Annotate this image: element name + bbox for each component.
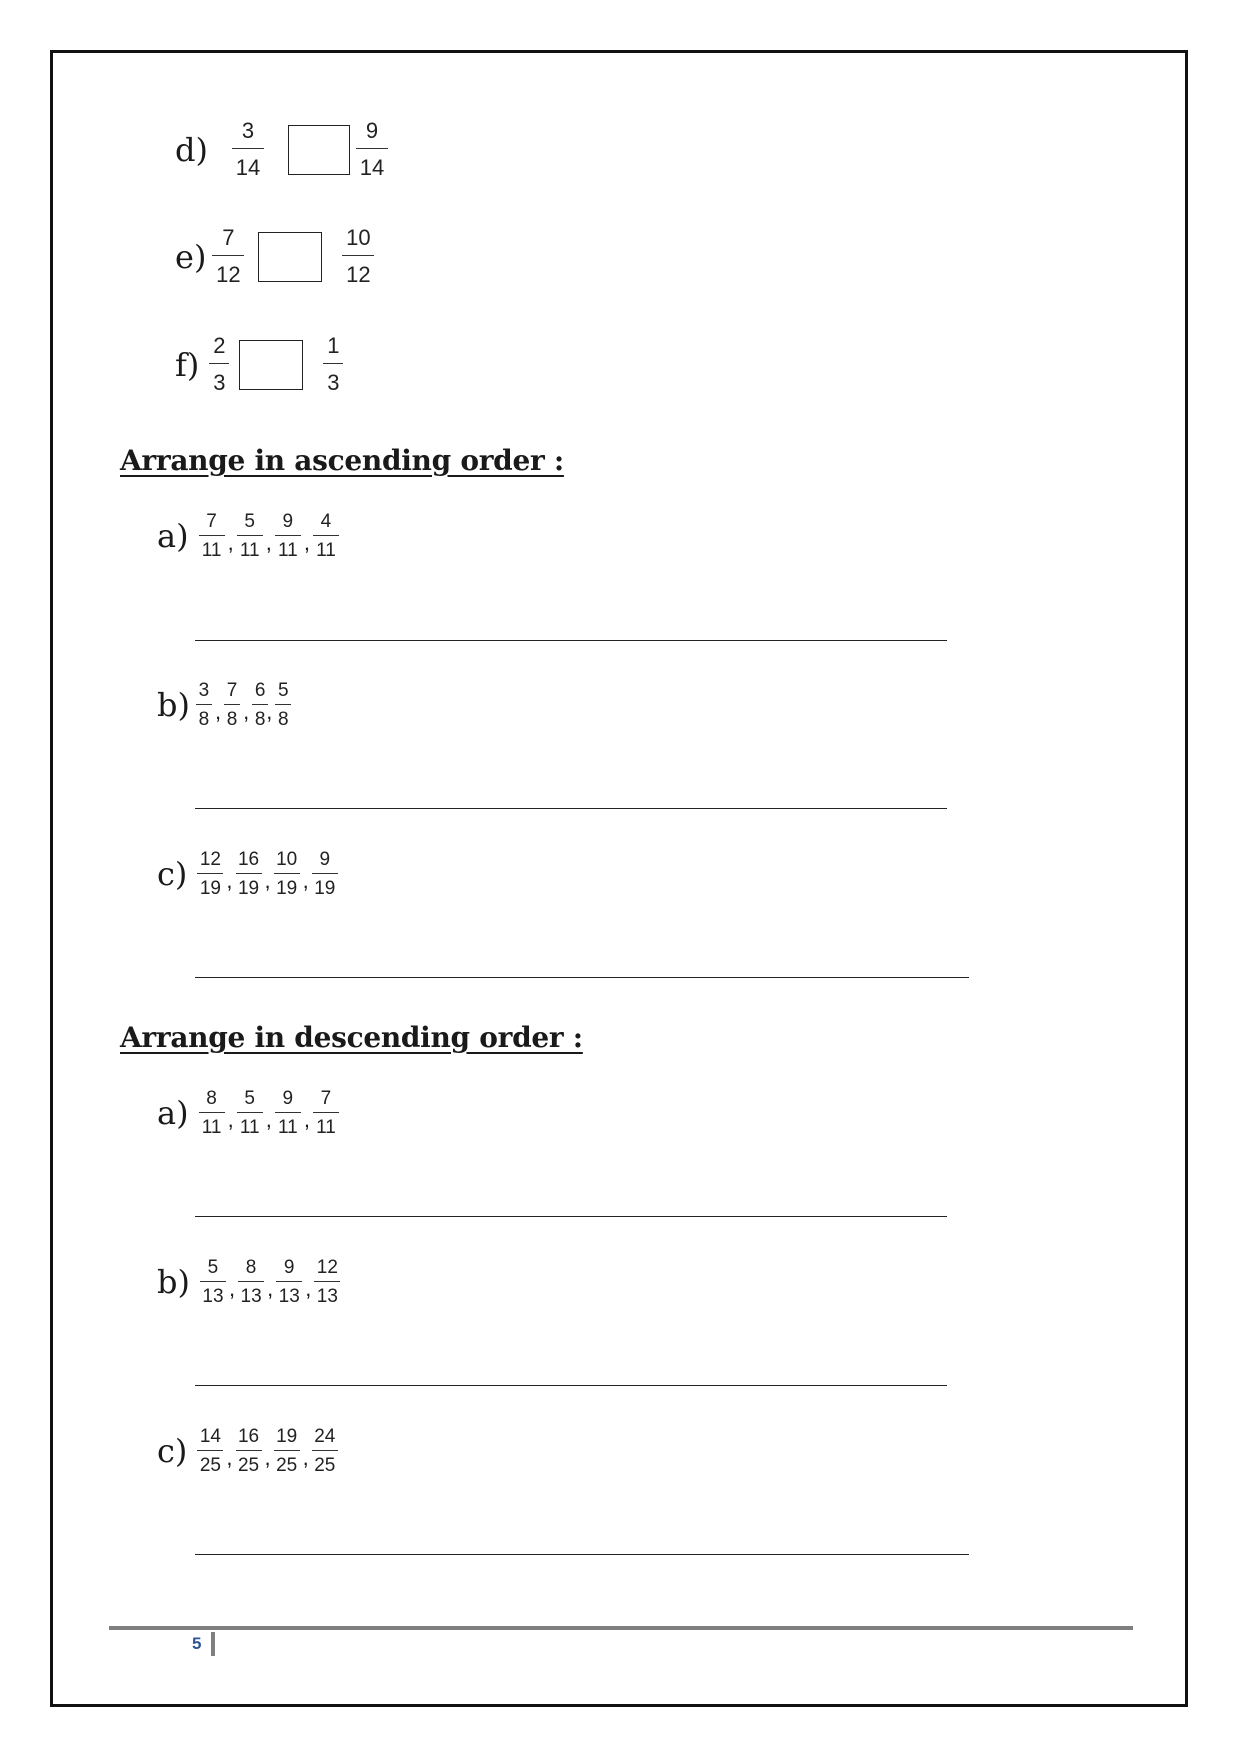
numerator: 24 — [314, 1426, 336, 1447]
comma: , — [228, 1276, 236, 1301]
fraction — [310, 850, 340, 898]
comma: , — [226, 868, 233, 893]
numerator: 10 — [276, 849, 298, 870]
denominator: 13 — [202, 1286, 224, 1307]
fraction — [272, 850, 302, 898]
denominator: 25 — [199, 1455, 221, 1476]
denominator: 11 — [201, 540, 222, 561]
compare-question-d — [175, 120, 390, 179]
numerator: 3 — [241, 118, 255, 143]
ascending-question-a — [157, 512, 341, 560]
numerator: 5 — [207, 1257, 219, 1278]
fraction — [273, 1089, 303, 1137]
comma: , — [302, 1445, 309, 1470]
numerator: 9 — [282, 511, 294, 532]
comma: , — [226, 1445, 233, 1470]
comma: , — [227, 530, 234, 555]
fraction — [194, 681, 214, 729]
fraction — [197, 1089, 227, 1137]
question-label: a) — [157, 1094, 189, 1132]
fraction — [230, 120, 266, 179]
comma: , — [265, 530, 272, 555]
fraction — [234, 850, 264, 898]
ascending-question-c — [157, 850, 340, 898]
comma: , — [267, 1276, 274, 1301]
denominator: 11 — [239, 540, 260, 561]
fraction — [340, 227, 376, 286]
fraction — [195, 850, 225, 898]
fraction — [197, 512, 227, 560]
denominator: 8 — [198, 709, 210, 730]
fraction — [236, 1258, 266, 1306]
descending-question-b — [157, 1258, 342, 1306]
numerator: 16 — [237, 849, 260, 870]
denominator: 11 — [201, 1117, 222, 1138]
numerator: 5 — [244, 511, 255, 532]
denominator: 8 — [226, 709, 238, 730]
numerator: 1 — [327, 333, 340, 358]
comma: , — [243, 699, 250, 724]
question-label: c) — [157, 855, 188, 893]
answer-line[interactable] — [195, 1554, 969, 1555]
numerator: 7 — [320, 1088, 332, 1109]
answer-box[interactable] — [288, 125, 350, 175]
comma: , — [265, 1107, 272, 1132]
numerator: 8 — [206, 1088, 217, 1109]
denominator: 25 — [314, 1455, 336, 1476]
comma: , — [305, 1276, 312, 1301]
comma: , — [303, 1107, 310, 1132]
numerator: 7 — [222, 225, 235, 250]
denominator: 12 — [346, 262, 371, 287]
compare-question-e — [175, 227, 376, 286]
denominator: 13 — [316, 1286, 338, 1307]
descending-question-a — [157, 1089, 341, 1137]
footer-separator — [211, 1632, 215, 1656]
answer-box[interactable] — [239, 340, 303, 390]
fraction — [210, 227, 246, 286]
question-label: b) — [157, 686, 190, 724]
fraction — [222, 681, 242, 729]
fraction — [235, 512, 265, 560]
question-label: d) — [175, 130, 208, 169]
denominator: 12 — [216, 262, 241, 287]
denominator: 11 — [277, 1117, 298, 1138]
ascending-question-b — [157, 681, 293, 729]
compare-question-f — [175, 335, 345, 394]
numerator: 9 — [365, 118, 379, 143]
fraction — [311, 1089, 341, 1137]
comma: , — [266, 699, 273, 724]
numerator: 12 — [199, 849, 221, 870]
footer-rule — [109, 1626, 1133, 1630]
denominator: 19 — [314, 878, 336, 899]
numerator: 5 — [244, 1088, 255, 1109]
numerator: 2 — [213, 333, 226, 358]
denominator: 11 — [277, 540, 298, 561]
numerator: 9 — [319, 849, 331, 870]
numerator: 3 — [198, 680, 210, 701]
answer-line[interactable] — [195, 640, 947, 641]
fraction — [207, 335, 231, 394]
numerator: 14 — [199, 1426, 221, 1447]
fraction — [234, 1427, 264, 1475]
comma: , — [264, 1445, 271, 1470]
denominator: 8 — [278, 709, 289, 730]
descending-question-c — [157, 1427, 340, 1475]
numerator: 16 — [237, 1426, 260, 1447]
numerator: 12 — [316, 1257, 338, 1278]
answer-line[interactable] — [195, 808, 947, 809]
fraction — [310, 1427, 340, 1475]
numerator: 5 — [278, 680, 289, 701]
question-label: b) — [157, 1263, 190, 1301]
denominator: 11 — [316, 540, 336, 561]
denominator: 13 — [240, 1286, 262, 1307]
page-number: 5 — [192, 1634, 202, 1653]
answer-line[interactable] — [195, 977, 969, 978]
comma: , — [303, 530, 310, 555]
denominator: 14 — [235, 155, 261, 180]
numerator: 8 — [245, 1257, 257, 1278]
fraction — [195, 1427, 225, 1475]
comma: , — [227, 1107, 234, 1132]
denominator: 11 — [316, 1117, 336, 1138]
numerator: 10 — [346, 225, 371, 250]
numerator: 19 — [276, 1426, 298, 1447]
denominator: 3 — [327, 370, 340, 395]
denominator: 3 — [213, 370, 226, 395]
numerator: 7 — [226, 680, 238, 701]
question-label: e) — [175, 237, 207, 276]
denominator: 8 — [254, 709, 266, 730]
numerator: 9 — [283, 1257, 295, 1278]
answer-box[interactable] — [258, 232, 322, 282]
answer-line[interactable] — [195, 1216, 947, 1217]
comma: , — [214, 699, 222, 724]
denominator: 19 — [199, 878, 221, 899]
denominator: 11 — [239, 1117, 260, 1138]
denominator: 13 — [278, 1286, 300, 1307]
denominator: 25 — [276, 1455, 298, 1476]
fraction — [272, 1427, 302, 1475]
fraction — [235, 1089, 265, 1137]
fraction — [273, 512, 303, 560]
fraction — [273, 681, 293, 729]
numerator: 7 — [206, 511, 217, 532]
question-label: f) — [175, 345, 200, 384]
numerator: 4 — [320, 511, 332, 532]
numerator: 6 — [254, 680, 266, 701]
ascending-heading: Arrange in ascending order : — [120, 444, 564, 477]
fraction — [311, 512, 341, 560]
fraction — [198, 1258, 228, 1306]
answer-line[interactable] — [195, 1385, 947, 1386]
question-label: a) — [157, 517, 189, 555]
denominator: 25 — [237, 1455, 260, 1476]
denominator: 19 — [237, 878, 260, 899]
comma: , — [302, 868, 309, 893]
numerator: 9 — [282, 1088, 294, 1109]
fraction — [354, 120, 390, 179]
fraction — [274, 1258, 304, 1306]
denominator: 19 — [276, 878, 298, 899]
denominator: 14 — [359, 155, 385, 180]
fraction — [312, 1258, 342, 1306]
question-label: c) — [157, 1432, 188, 1470]
descending-heading: Arrange in descending order : — [120, 1021, 583, 1054]
comma: , — [264, 868, 271, 893]
fraction — [321, 335, 345, 394]
